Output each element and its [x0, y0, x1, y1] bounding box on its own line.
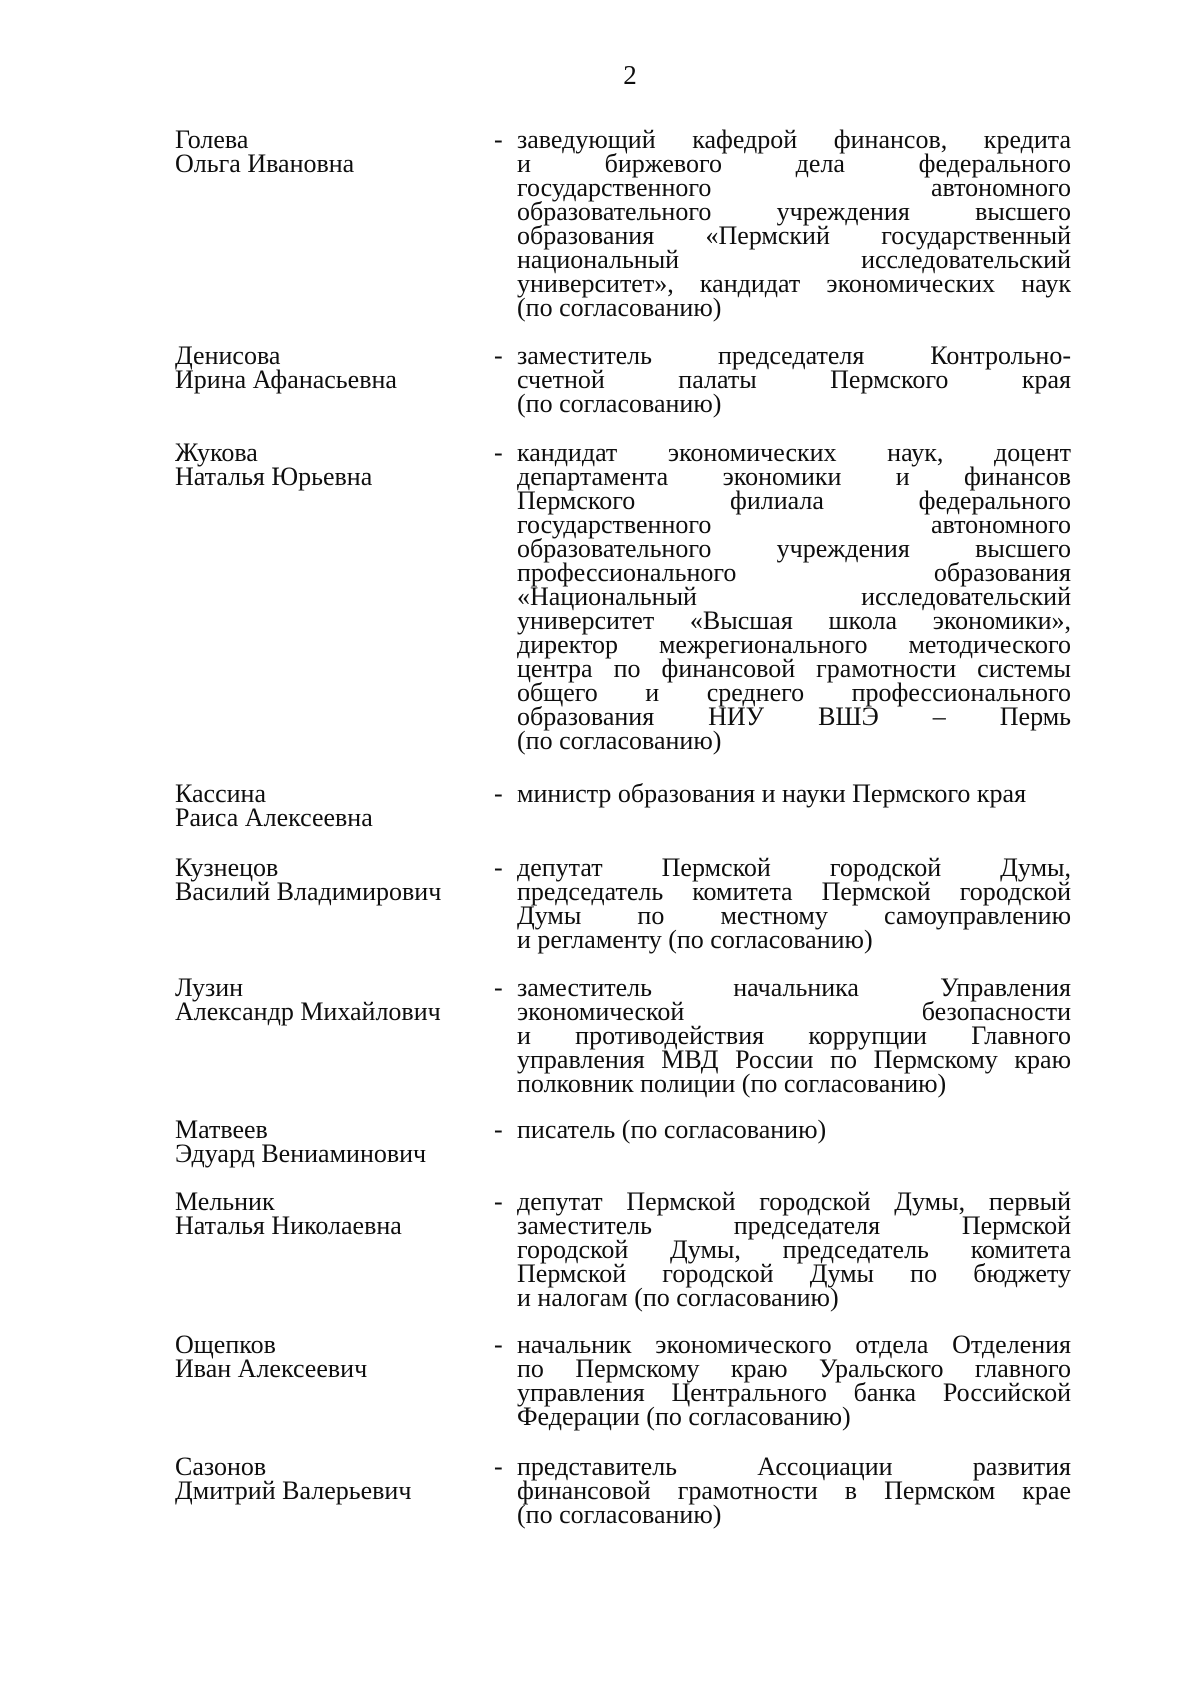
- member-surname: Матвеев: [175, 1115, 268, 1144]
- position-line: писатель (по согласованию): [517, 1115, 827, 1144]
- position-line: начальник экономического отдела Отделения: [517, 1330, 1071, 1359]
- dash-separator: -: [494, 853, 503, 882]
- position-line: экономической безопасности: [517, 997, 1071, 1026]
- dash-separator: -: [494, 341, 503, 370]
- position-line: финансовой грамотности в Пермском крае: [517, 1476, 1071, 1505]
- page-number: 2: [623, 60, 637, 90]
- position-line: «Национальный исследовательский: [517, 582, 1071, 611]
- member-position: [517, 1187, 1071, 1312]
- member-name: [175, 853, 495, 906]
- member-given-names: Ирина Афанасьевна: [175, 365, 397, 394]
- position-line: (по согласованию): [517, 293, 722, 322]
- position-line: образования «Пермский государственный: [517, 221, 1071, 250]
- position-line: полковник полиции (по согласованию): [517, 1069, 947, 1098]
- dash-separator: -: [494, 1115, 503, 1144]
- position-line: образовательного учреждения высшего: [517, 534, 1071, 563]
- position-line: депутат Пермской городской Думы,: [517, 853, 1071, 882]
- member-given-names: Эдуард Вениаминович: [175, 1139, 427, 1168]
- member-name: [175, 1115, 495, 1168]
- member-name: [175, 1330, 495, 1383]
- member-given-names: Раиса Алексеевна: [175, 803, 373, 832]
- dash-separator: -: [494, 1452, 503, 1481]
- member-name: [175, 1187, 495, 1240]
- position-line: государственного автономного: [517, 173, 1071, 202]
- member-given-names: Наталья Николаевна: [175, 1211, 402, 1240]
- dash-separator: -: [494, 1330, 503, 1359]
- position-line: профессионального образования: [517, 558, 1071, 587]
- member-surname: Жукова: [175, 438, 258, 467]
- member-name: [175, 1452, 495, 1505]
- position-line: (по согласованию): [517, 726, 722, 755]
- position-line: по Пермскому краю Уральского главного: [517, 1354, 1071, 1383]
- dash-separator: -: [494, 438, 503, 467]
- member-position: [517, 973, 1071, 1098]
- position-line: заместитель председателя Контрольно-: [517, 341, 1071, 370]
- position-line: национальный исследовательский: [517, 245, 1071, 274]
- member-surname: Сазонов: [175, 1452, 267, 1481]
- position-line: председатель комитета Пермской городской: [517, 877, 1071, 906]
- member-given-names: Наталья Юрьевна: [175, 462, 373, 491]
- dash-separator: -: [494, 779, 503, 808]
- member-name: [175, 125, 495, 178]
- member-position: [517, 438, 1071, 755]
- position-line: заместитель председателя Пермской: [517, 1211, 1071, 1240]
- member-position: [517, 1452, 1071, 1529]
- position-line: (по согласованию): [517, 1500, 722, 1529]
- position-line: министр образования и науки Пермского края: [517, 779, 1027, 808]
- position-line: образования НИУ ВШЭ – Пермь: [517, 702, 1071, 731]
- member-position: [517, 1115, 1071, 1144]
- position-line: и противодействия коррупции Главного: [517, 1021, 1071, 1050]
- position-line: департамента экономики и финансов: [517, 462, 1071, 491]
- position-line: депутат Пермской городской Думы, первый: [517, 1187, 1071, 1216]
- position-line: Федерации (по согласованию): [517, 1402, 851, 1431]
- position-line: управления МВД России по Пермскому краю: [517, 1045, 1071, 1074]
- dash-separator: -: [494, 125, 503, 154]
- member-given-names: Иван Алексеевич: [175, 1354, 368, 1383]
- member-position: [517, 125, 1071, 322]
- position-line: директор межрегионального методического: [517, 630, 1071, 659]
- position-line: центра по финансовой грамотности системы: [517, 654, 1071, 683]
- position-line: образовательного учреждения высшего: [517, 197, 1071, 226]
- member-surname: Кассина: [175, 779, 266, 808]
- dash-separator: -: [494, 973, 503, 1002]
- member-given-names: Александр Михайлович: [175, 997, 441, 1026]
- member-surname: Лузин: [175, 973, 244, 1002]
- member-name: [175, 973, 495, 1026]
- member-name: [175, 438, 495, 491]
- member-given-names: Василий Владимирович: [175, 877, 442, 906]
- position-line: Пермского филиала федерального: [517, 486, 1071, 515]
- position-line: университет», кандидат экономических наук: [517, 269, 1071, 298]
- position-line: счетной палаты Пермского края: [517, 365, 1071, 394]
- position-line: кандидат экономических наук, доцент: [517, 438, 1071, 467]
- member-position: [517, 853, 1071, 954]
- position-line: общего и среднего профессионального: [517, 678, 1071, 707]
- member-surname: Голева: [175, 125, 249, 154]
- member-given-names: Дмитрий Валерьевич: [175, 1476, 412, 1505]
- position-line: заведующий кафедрой финансов, кредита: [517, 125, 1071, 154]
- position-line: и налогам (по согласованию): [517, 1283, 839, 1312]
- position-line: Думы по местному самоуправлению: [517, 901, 1071, 930]
- member-position: [517, 779, 1071, 808]
- position-line: и биржевого дела федерального: [517, 149, 1071, 178]
- position-line: и регламенту (по согласованию): [517, 925, 873, 954]
- position-line: представитель Ассоциации развития: [517, 1452, 1071, 1481]
- member-name: [175, 341, 495, 394]
- member-name: [175, 779, 495, 832]
- member-position: [517, 341, 1071, 418]
- dash-separator: -: [494, 1187, 503, 1216]
- position-line: заместитель начальника Управления: [517, 973, 1071, 1002]
- member-given-names: Ольга Ивановна: [175, 149, 355, 178]
- member-position: [517, 1330, 1071, 1431]
- position-line: (по согласованию): [517, 389, 722, 418]
- position-line: управления Центрального банка Российской: [517, 1378, 1071, 1407]
- position-line: университет «Высшая школа экономики»,: [517, 606, 1071, 635]
- member-surname: Кузнецов: [175, 853, 279, 882]
- member-surname: Мельник: [175, 1187, 275, 1216]
- position-line: городской Думы, председатель комитета: [517, 1235, 1071, 1264]
- position-line: государственного автономного: [517, 510, 1071, 539]
- member-surname: Денисова: [175, 341, 281, 370]
- member-surname: Ощепков: [175, 1330, 276, 1359]
- position-line: Пермской городской Думы по бюджету: [517, 1259, 1071, 1288]
